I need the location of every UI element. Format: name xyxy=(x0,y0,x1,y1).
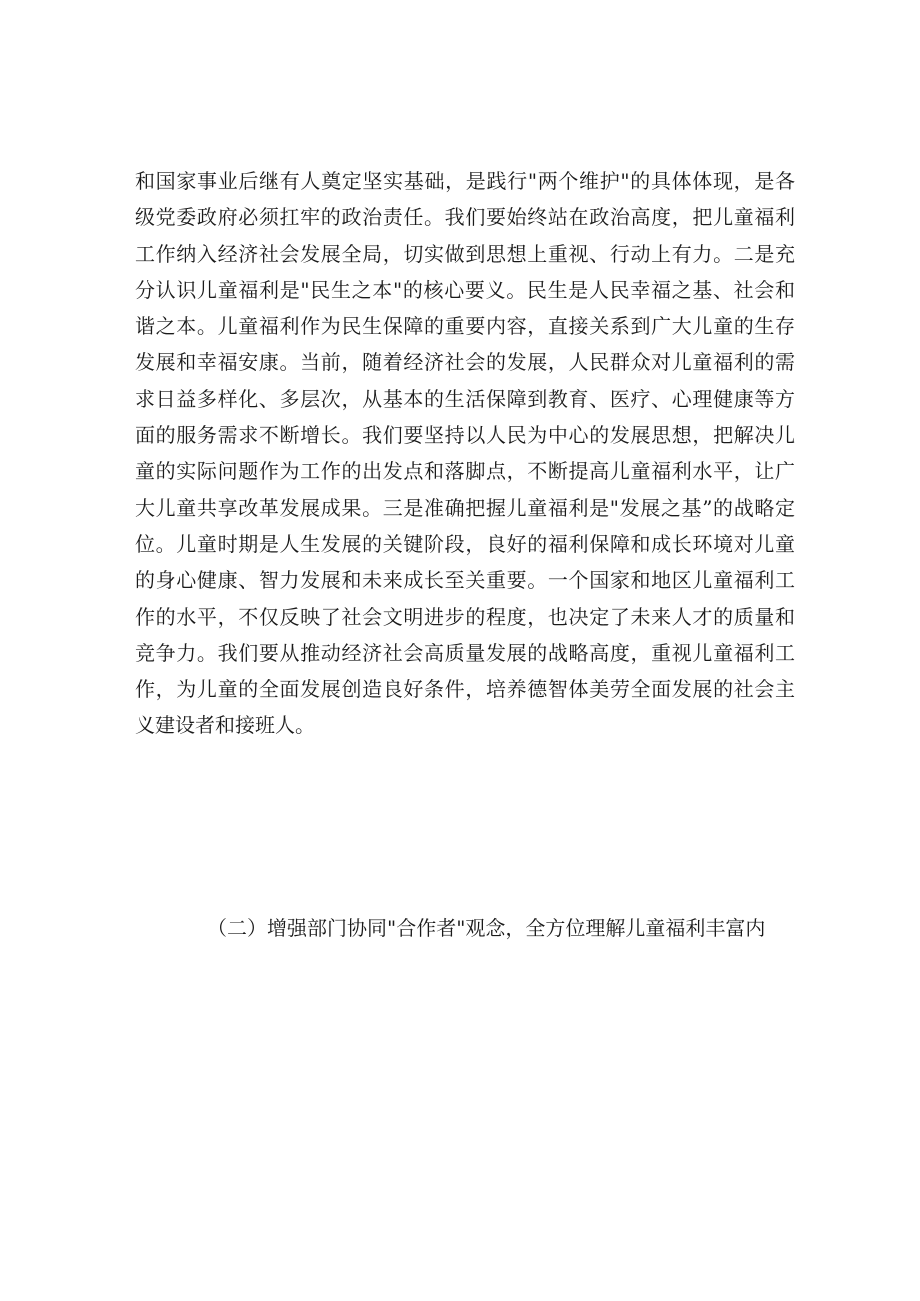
section-heading: （二）增强部门协同"合作者"观念，全方位理解儿童福利丰富内 xyxy=(207,916,766,940)
body-paragraph xyxy=(135,163,795,744)
paragraph-line: 作的水平，不仅反映了社会文明进步的程度，也决定了未来人才的质量和 xyxy=(135,604,795,629)
paragraph-line: 和国家事业后继有人奠定坚实基础，是践行"两个维护"的具体体现，是各 xyxy=(135,169,795,193)
paragraph-line: 竞争力。我们要从推动经济社会高质量发展的战略高度，重视儿童福利工 xyxy=(135,640,795,665)
paragraph-line: 童的实际问题作为工作的出发点和落脚点，不断提高儿童福利水平，让广 xyxy=(135,459,795,484)
paragraph-line: 大儿童共享改革发展成果。三是准确把握儿童福利是"发展之基”的战略定 xyxy=(135,495,795,520)
paragraph-line: 求日益多样化、多层次，从基本的生活保障到教育、医疗、心理健康等方 xyxy=(135,386,795,411)
paragraph-line: 分认识儿童福利是"民生之本"的核心要义。民生是人民幸福之基、社会和 xyxy=(135,277,795,302)
paragraph-line: 谐之本。儿童福利作为民生保障的重要内容，直接关系到广大儿童的生存 xyxy=(135,314,795,339)
paragraph-line: 作，为儿童的全面发展创造良好条件，培养德智体美劳全面发展的社会主 xyxy=(135,677,795,702)
paragraph-line: 义建设者和接班人。 xyxy=(135,713,315,738)
paragraph-line: 的身心健康、智力发展和未来成长至关重要。一个国家和地区儿童福利工 xyxy=(135,568,795,593)
paragraph-line: 工作纳入经济社会发展全局，切实做到思想上重视、行动上有力。二是充 xyxy=(135,241,795,266)
paragraph-line: 级党委政府必须扛牢的政治责任。我们要始终站在政治高度，把儿童福利 xyxy=(135,205,795,230)
paragraph-line: 位。儿童时期是人生发展的关键阶段，良好的福利保障和成长环境对儿童 xyxy=(135,531,795,556)
paragraph-line: 面的服务需求不断增长。我们要坚持以人民为中心的发展思想，把解决儿 xyxy=(135,423,795,448)
paragraph-line: 发展和幸福安康。当前，随着经济社会的发展，人民群众对儿童福利的需 xyxy=(135,350,795,375)
